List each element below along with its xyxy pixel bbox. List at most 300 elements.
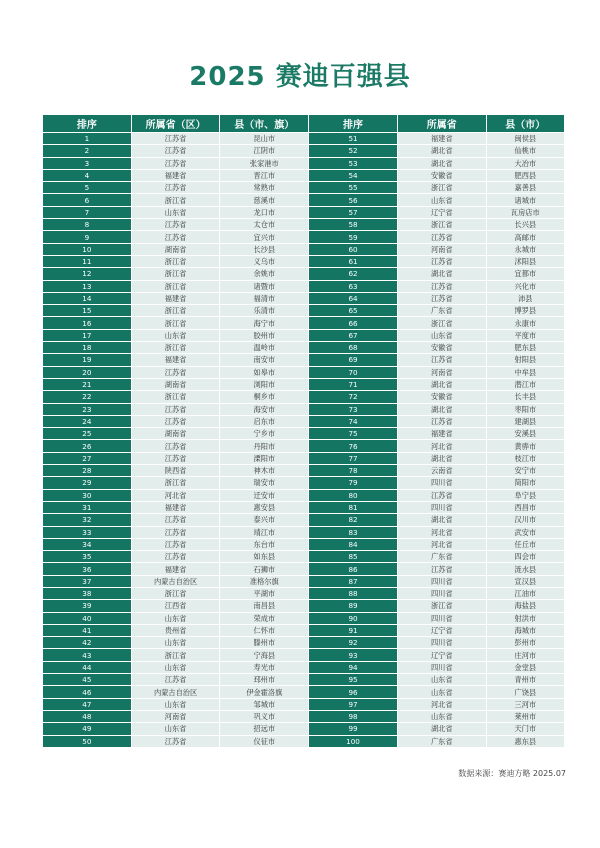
province-cell: 江苏省 [398, 563, 486, 574]
county-cell: 建湖县 [487, 416, 564, 427]
county-cell: 准格尔旗 [220, 576, 308, 587]
county-cell: 枝江市 [487, 453, 564, 464]
county-cell: 黄骅市 [487, 440, 564, 451]
ranking-table-container [42, 114, 565, 748]
province-cell: 湖北省 [398, 268, 486, 279]
county-cell: 靖江市 [220, 527, 308, 538]
rank-cell: 57 [309, 207, 397, 218]
rank-cell: 73 [309, 404, 397, 415]
county-cell: 永康市 [487, 317, 564, 328]
rank-cell: 48 [43, 711, 131, 722]
table-row [43, 428, 564, 439]
rank-cell: 54 [309, 170, 397, 181]
province-cell: 四川省 [398, 662, 486, 673]
rank-cell: 2 [43, 145, 131, 156]
header-province-left: 所属省（区） [132, 115, 220, 132]
county-cell: 迁安市 [220, 490, 308, 501]
province-cell: 山东省 [398, 330, 486, 341]
rank-cell: 52 [309, 145, 397, 156]
county-cell: 宜兴市 [220, 231, 308, 242]
province-cell: 陕西省 [132, 465, 220, 476]
rank-cell: 68 [309, 342, 397, 353]
rank-cell: 30 [43, 490, 131, 501]
province-cell: 安徽省 [398, 170, 486, 181]
rank-cell: 71 [309, 379, 397, 390]
province-cell: 安徽省 [398, 342, 486, 353]
rank-cell: 50 [43, 736, 131, 747]
page-title: 2025 赛迪百强县 [189, 62, 411, 92]
province-cell: 浙江省 [398, 317, 486, 328]
province-cell: 河南省 [398, 244, 486, 255]
province-cell: 河北省 [398, 527, 486, 538]
province-cell: 山东省 [132, 207, 220, 218]
table-row [43, 637, 564, 648]
table-row [43, 674, 564, 685]
province-cell: 江苏省 [132, 182, 220, 193]
province-cell: 浙江省 [132, 256, 220, 267]
province-cell: 江苏省 [132, 133, 220, 144]
county-cell: 永城市 [487, 244, 564, 255]
rank-cell: 65 [309, 305, 397, 316]
province-cell: 四川省 [398, 502, 486, 513]
table-row [43, 453, 564, 464]
county-cell: 海盐县 [487, 600, 564, 611]
rank-cell: 32 [43, 514, 131, 525]
rank-cell: 39 [43, 600, 131, 611]
rank-cell: 37 [43, 576, 131, 587]
province-cell: 四川省 [398, 637, 486, 648]
province-cell: 广东省 [398, 551, 486, 562]
table-row [43, 268, 564, 279]
province-cell: 江苏省 [132, 527, 220, 538]
rank-cell: 51 [309, 133, 397, 144]
rank-cell: 13 [43, 281, 131, 292]
rank-cell: 22 [43, 391, 131, 402]
rank-cell: 21 [43, 379, 131, 390]
rank-cell: 74 [309, 416, 397, 427]
province-cell: 湖北省 [398, 158, 486, 169]
county-cell: 庄河市 [487, 649, 564, 660]
province-cell: 山东省 [398, 711, 486, 722]
county-cell: 丹阳市 [220, 440, 308, 451]
province-cell: 河北省 [132, 490, 220, 501]
county-cell: 江阴市 [220, 145, 308, 156]
table-row [43, 404, 564, 415]
rank-cell: 93 [309, 649, 397, 660]
province-cell: 福建省 [132, 293, 220, 304]
rank-cell: 43 [43, 649, 131, 660]
table-row [43, 576, 564, 587]
rank-cell: 81 [309, 502, 397, 513]
province-cell: 浙江省 [132, 342, 220, 353]
province-cell: 湖南省 [132, 428, 220, 439]
rank-cell: 5 [43, 182, 131, 193]
county-cell: 江油市 [487, 588, 564, 599]
rank-cell: 59 [309, 231, 397, 242]
table-row [43, 625, 564, 636]
province-cell: 广东省 [398, 736, 486, 747]
rank-cell: 95 [309, 674, 397, 685]
rank-cell: 24 [43, 416, 131, 427]
county-cell: 大冶市 [487, 158, 564, 169]
province-cell: 浙江省 [132, 649, 220, 660]
table-row [43, 662, 564, 673]
county-cell: 宜都市 [487, 268, 564, 279]
county-cell: 简阳市 [487, 477, 564, 488]
county-cell: 宁乡市 [220, 428, 308, 439]
table-row [43, 649, 564, 660]
table-row [43, 244, 564, 255]
county-cell: 邳州市 [220, 674, 308, 685]
county-cell: 邹城市 [220, 699, 308, 710]
province-cell: 内蒙古自治区 [132, 686, 220, 697]
rank-cell: 14 [43, 293, 131, 304]
province-cell: 四川省 [398, 477, 486, 488]
province-cell: 安徽省 [398, 391, 486, 402]
rank-cell: 25 [43, 428, 131, 439]
province-cell: 辽宁省 [398, 625, 486, 636]
rank-cell: 96 [309, 686, 397, 697]
county-cell: 瓦房店市 [487, 207, 564, 218]
rank-cell: 26 [43, 440, 131, 451]
province-cell: 山东省 [398, 674, 486, 685]
table-row [43, 379, 564, 390]
county-cell: 涟水县 [487, 563, 564, 574]
county-cell: 三河市 [487, 699, 564, 710]
rank-cell: 6 [43, 194, 131, 205]
county-cell: 惠东县 [487, 736, 564, 747]
table-row [43, 527, 564, 538]
table-row [43, 231, 564, 242]
county-cell: 中牟县 [487, 367, 564, 378]
rank-cell: 80 [309, 490, 397, 501]
rank-cell: 58 [309, 219, 397, 230]
rank-cell: 91 [309, 625, 397, 636]
table-row [43, 182, 564, 193]
county-cell: 海安市 [220, 404, 308, 415]
rank-cell: 100 [309, 736, 397, 747]
province-cell: 河南省 [398, 367, 486, 378]
province-cell: 湖北省 [398, 379, 486, 390]
county-cell: 沭阳县 [487, 256, 564, 267]
rank-cell: 35 [43, 551, 131, 562]
header-county-left: 县（市、旗） [220, 115, 308, 132]
rank-cell: 16 [43, 317, 131, 328]
province-cell: 浙江省 [132, 477, 220, 488]
province-cell: 江西省 [132, 600, 220, 611]
county-cell: 胶州市 [220, 330, 308, 341]
county-cell: 滕州市 [220, 637, 308, 648]
province-cell: 浙江省 [132, 305, 220, 316]
province-cell: 广东省 [398, 305, 486, 316]
county-cell: 神木市 [220, 465, 308, 476]
county-cell: 金堂县 [487, 662, 564, 673]
province-cell: 四川省 [398, 588, 486, 599]
rank-cell: 66 [309, 317, 397, 328]
table-row [43, 551, 564, 562]
table-row [43, 367, 564, 378]
rank-cell: 63 [309, 281, 397, 292]
province-cell: 江苏省 [398, 354, 486, 365]
county-cell: 启东市 [220, 416, 308, 427]
county-cell: 张家港市 [220, 158, 308, 169]
county-cell: 桐乡市 [220, 391, 308, 402]
province-cell: 江苏省 [132, 367, 220, 378]
rank-cell: 76 [309, 440, 397, 451]
province-cell: 云南省 [398, 465, 486, 476]
province-cell: 福建省 [132, 563, 220, 574]
rank-cell: 46 [43, 686, 131, 697]
county-cell: 西昌市 [487, 502, 564, 513]
province-cell: 浙江省 [132, 194, 220, 205]
county-cell: 沛县 [487, 293, 564, 304]
county-cell: 浏阳市 [220, 379, 308, 390]
table-row [43, 391, 564, 402]
table-row [43, 317, 564, 328]
county-cell: 长丰县 [487, 391, 564, 402]
province-cell: 江苏省 [132, 416, 220, 427]
header-county-right: 县（市） [487, 115, 564, 132]
rank-cell: 12 [43, 268, 131, 279]
rank-cell: 60 [309, 244, 397, 255]
rank-cell: 85 [309, 551, 397, 562]
county-cell: 长兴县 [487, 219, 564, 230]
province-cell: 江苏省 [132, 440, 220, 451]
rank-cell: 41 [43, 625, 131, 636]
rank-cell: 44 [43, 662, 131, 673]
county-cell: 武安市 [487, 527, 564, 538]
table-row [43, 514, 564, 525]
county-cell: 诸暨市 [220, 281, 308, 292]
county-cell: 宣汉县 [487, 576, 564, 587]
province-cell: 山东省 [132, 330, 220, 341]
county-cell: 瑞安市 [220, 477, 308, 488]
county-cell: 闽侯县 [487, 133, 564, 144]
county-cell: 太仓市 [220, 219, 308, 230]
province-cell: 江苏省 [132, 158, 220, 169]
rank-cell: 42 [43, 637, 131, 648]
province-cell: 江苏省 [132, 551, 220, 562]
county-cell: 平湖市 [220, 588, 308, 599]
rank-cell: 4 [43, 170, 131, 181]
province-cell: 江苏省 [398, 416, 486, 427]
rank-cell: 90 [309, 613, 397, 624]
county-cell: 龙口市 [220, 207, 308, 218]
rank-cell: 19 [43, 354, 131, 365]
table-row [43, 490, 564, 501]
county-cell: 汉川市 [487, 514, 564, 525]
province-cell: 江苏省 [132, 145, 220, 156]
rank-cell: 17 [43, 330, 131, 341]
rank-cell: 94 [309, 662, 397, 673]
header-province-right: 所属省 [398, 115, 486, 132]
province-cell: 湖北省 [398, 723, 486, 734]
province-cell: 湖北省 [398, 514, 486, 525]
county-cell: 海城市 [487, 625, 564, 636]
rank-cell: 29 [43, 477, 131, 488]
province-cell: 浙江省 [132, 317, 220, 328]
county-cell: 石狮市 [220, 563, 308, 574]
province-cell: 江苏省 [398, 293, 486, 304]
county-cell: 射洪市 [487, 613, 564, 624]
province-cell: 浙江省 [132, 588, 220, 599]
rank-cell: 78 [309, 465, 397, 476]
table-row [43, 170, 564, 181]
rank-cell: 75 [309, 428, 397, 439]
rank-cell: 64 [309, 293, 397, 304]
province-cell: 浙江省 [132, 391, 220, 402]
county-cell: 平度市 [487, 330, 564, 341]
county-cell: 彭州市 [487, 637, 564, 648]
province-cell: 福建省 [398, 133, 486, 144]
province-cell: 山东省 [132, 723, 220, 734]
county-cell: 溧阳市 [220, 453, 308, 464]
county-cell: 仙桃市 [487, 145, 564, 156]
ranking-table [42, 114, 565, 748]
county-cell: 仁怀市 [220, 625, 308, 636]
rank-cell: 28 [43, 465, 131, 476]
province-cell: 江苏省 [132, 514, 220, 525]
county-cell: 南安市 [220, 354, 308, 365]
county-cell: 慈溪市 [220, 194, 308, 205]
county-cell: 海宁市 [220, 317, 308, 328]
rank-cell: 92 [309, 637, 397, 648]
province-cell: 福建省 [132, 354, 220, 365]
table-row [43, 158, 564, 169]
rank-cell: 7 [43, 207, 131, 218]
table-row [43, 281, 564, 292]
county-cell: 潜江市 [487, 379, 564, 390]
table-row [43, 502, 564, 513]
province-cell: 河南省 [132, 711, 220, 722]
rank-cell: 10 [43, 244, 131, 255]
table-row [43, 711, 564, 722]
rank-cell: 62 [309, 268, 397, 279]
rank-cell: 49 [43, 723, 131, 734]
rank-cell: 69 [309, 354, 397, 365]
province-cell: 辽宁省 [398, 207, 486, 218]
county-cell: 肥西县 [487, 170, 564, 181]
province-cell: 山东省 [132, 699, 220, 710]
province-cell: 四川省 [398, 613, 486, 624]
county-cell: 荣成市 [220, 613, 308, 624]
province-cell: 福建省 [132, 502, 220, 513]
province-cell: 内蒙古自治区 [132, 576, 220, 587]
rank-cell: 33 [43, 527, 131, 538]
province-cell: 浙江省 [398, 600, 486, 611]
header-rank-right: 排序 [309, 115, 397, 132]
table-row [43, 293, 564, 304]
rank-cell: 98 [309, 711, 397, 722]
table-row [43, 686, 564, 697]
county-cell: 安溪县 [487, 428, 564, 439]
county-cell: 四会市 [487, 551, 564, 562]
province-cell: 江苏省 [132, 404, 220, 415]
table-row [43, 477, 564, 488]
rank-cell: 47 [43, 699, 131, 710]
county-cell: 任丘市 [487, 539, 564, 550]
province-cell: 浙江省 [132, 268, 220, 279]
table-row [43, 539, 564, 550]
county-cell: 枣阳市 [487, 404, 564, 415]
province-cell: 浙江省 [132, 281, 220, 292]
county-cell: 如东县 [220, 551, 308, 562]
province-cell: 江苏省 [398, 256, 486, 267]
rank-cell: 67 [309, 330, 397, 341]
province-cell: 湖南省 [132, 379, 220, 390]
province-cell: 江苏省 [398, 281, 486, 292]
table-row [43, 736, 564, 747]
province-cell: 河北省 [398, 440, 486, 451]
rank-cell: 77 [309, 453, 397, 464]
county-cell: 安宁市 [487, 465, 564, 476]
province-cell: 湖北省 [398, 404, 486, 415]
table-row [43, 330, 564, 341]
table-body [43, 133, 564, 747]
county-cell: 兴化市 [487, 281, 564, 292]
county-cell: 南昌县 [220, 600, 308, 611]
table-row [43, 600, 564, 611]
province-cell: 福建省 [132, 170, 220, 181]
county-cell: 射阳县 [487, 354, 564, 365]
rank-cell: 23 [43, 404, 131, 415]
table-row [43, 723, 564, 734]
rank-cell: 38 [43, 588, 131, 599]
table-row [43, 613, 564, 624]
rank-cell: 97 [309, 699, 397, 710]
county-cell: 义乌市 [220, 256, 308, 267]
table-row [43, 219, 564, 230]
table-row [43, 305, 564, 316]
county-cell: 东台市 [220, 539, 308, 550]
rank-cell: 55 [309, 182, 397, 193]
rank-cell: 61 [309, 256, 397, 267]
county-cell: 高邮市 [487, 231, 564, 242]
province-cell: 江苏省 [132, 453, 220, 464]
table-row [43, 588, 564, 599]
county-cell: 温岭市 [220, 342, 308, 353]
rank-cell: 72 [309, 391, 397, 402]
data-source-note: 数据来源：赛迪方略 2025.07 [458, 769, 566, 778]
county-cell: 泰兴市 [220, 514, 308, 525]
province-cell: 江苏省 [132, 674, 220, 685]
province-cell: 山东省 [398, 194, 486, 205]
table-row [43, 194, 564, 205]
county-cell: 晋江市 [220, 170, 308, 181]
county-cell: 诸城市 [487, 194, 564, 205]
rank-cell: 1 [43, 133, 131, 144]
province-cell: 浙江省 [398, 182, 486, 193]
rank-cell: 9 [43, 231, 131, 242]
county-cell: 嘉善县 [487, 182, 564, 193]
county-cell: 如皋市 [220, 367, 308, 378]
table-row [43, 342, 564, 353]
county-cell: 广饶县 [487, 686, 564, 697]
county-cell: 常熟市 [220, 182, 308, 193]
province-cell: 山东省 [398, 686, 486, 697]
rank-cell: 83 [309, 527, 397, 538]
province-cell: 山东省 [132, 637, 220, 648]
table-row [43, 256, 564, 267]
county-cell: 宁海县 [220, 649, 308, 660]
county-cell: 福清市 [220, 293, 308, 304]
table-row [43, 563, 564, 574]
table-row [43, 354, 564, 365]
province-cell: 四川省 [398, 576, 486, 587]
county-cell: 招远市 [220, 723, 308, 734]
table-row [43, 133, 564, 144]
county-cell: 莱州市 [487, 711, 564, 722]
